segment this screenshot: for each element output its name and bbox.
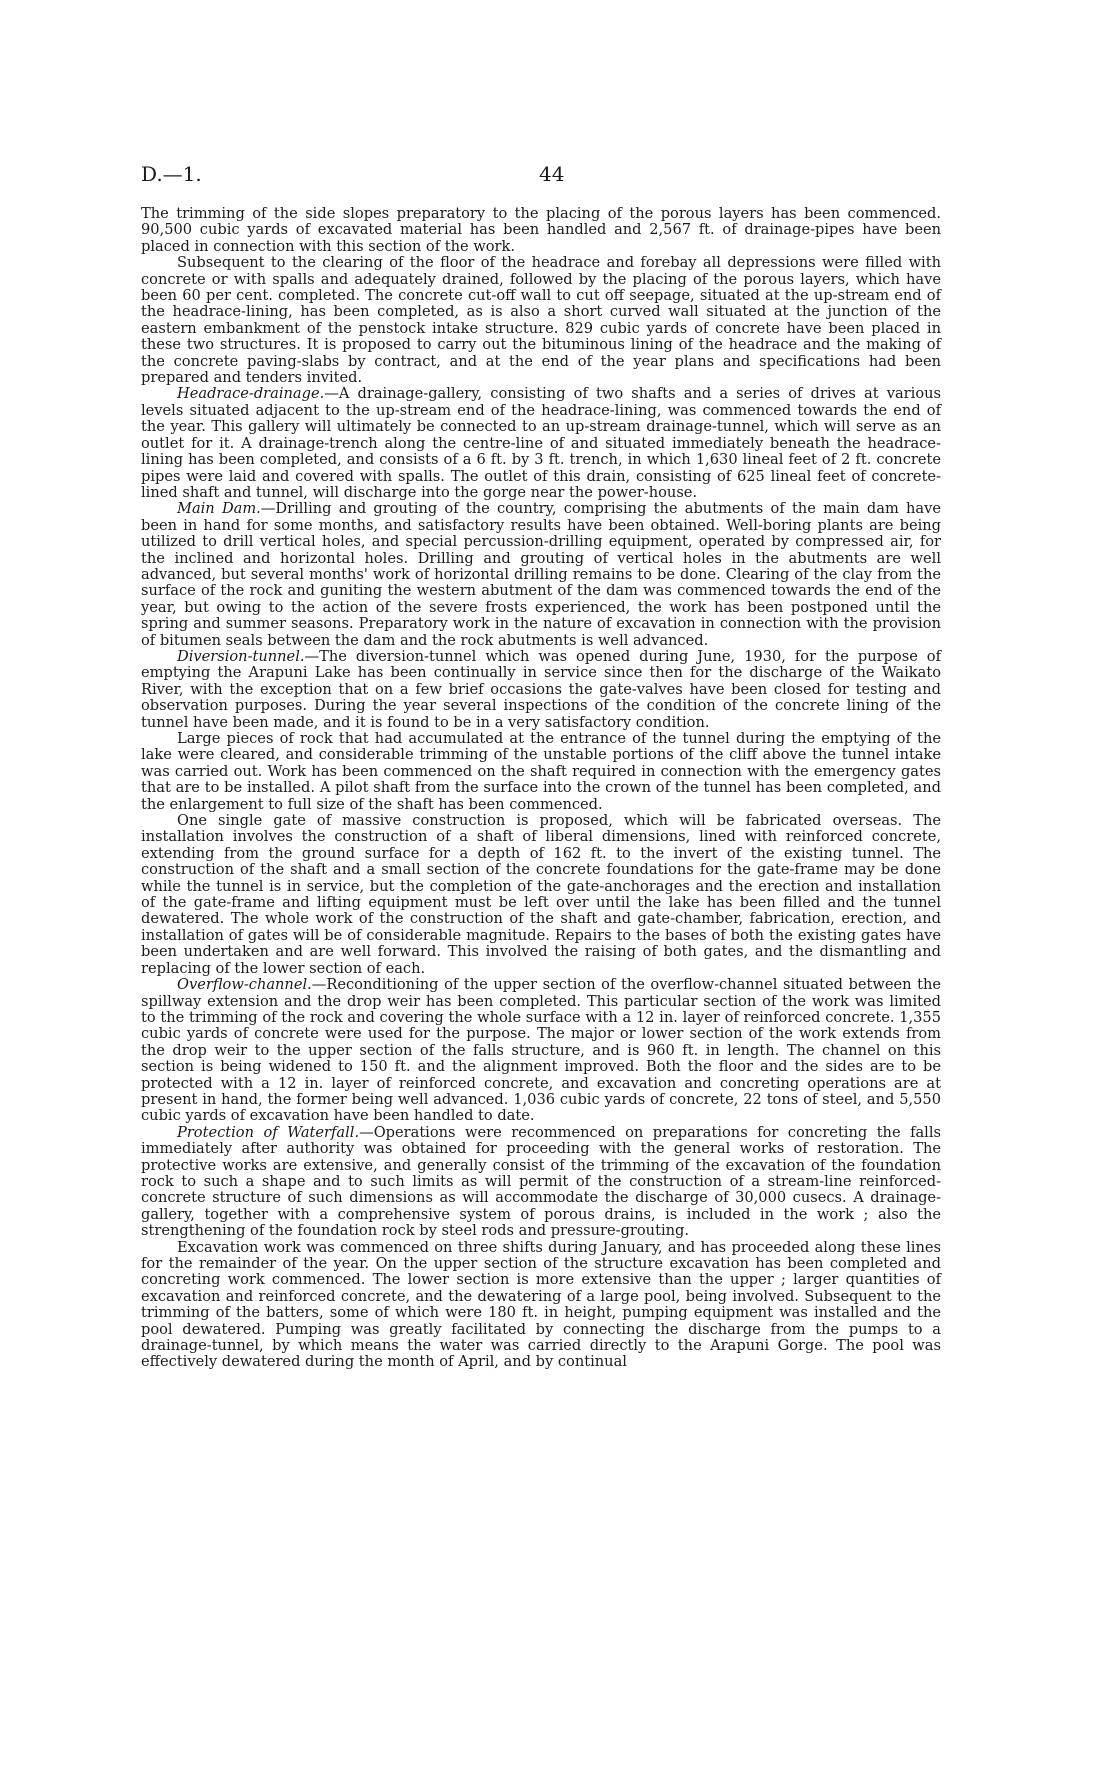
- paragraph-text: —Operations were recommenced on preparations for concreting the falls immediately after authority was obtained for proceeding with the general works of restoration. The protective works are extensive, and generally consist of the trimming of the excavation of the foundation rock to such a shape and to such limits as will permit of the construction of a stream-line reinforced-concrete structure of such dimensions as will accommodate the discharge of 30,000 cusecs. A drainage-gallery, together with a comprehensive system of porous drains, is included in the work ; also the strengthening of the foundation rock by steel rods and pressure-grouting.: [141, 1123, 941, 1240]
- paragraph-text: Excavation work was commenced on three shifts during January, and has proceeded along these lines for the remainder of the year. On the upper section of the structure excavation has been completed and concreting work commenced. The lower section is more extensive than the upper ; larger quantities of excavation and reinforced concrete, and the dewatering of a large pool, being involved. Subsequent to the trimming of the batters, some of which were 180 ft. in height, pumping equipment was installed and the pool dewatered. Pumping was greatly facilitated by connecting the discharge from the pumps to a drainage-tunnel, by which means the water was carried directly to the Arapuni Gorge. The pool was effectively dewatered during the month of April, and by continual: [141, 1238, 941, 1371]
- paragraph-heading: Main Dam.: [177, 500, 261, 518]
- page-number: 44: [539, 162, 565, 186]
- paragraph-heading: Diversion-tunnel.: [177, 647, 305, 665]
- paragraph: [141, 501, 941, 649]
- paragraph: [141, 1240, 941, 1371]
- page-header: [141, 162, 941, 192]
- paragraph-text: Large pieces of rock that had accumulated at the entrance of the tunnel during the emptying of the lake were cleared, and considerable trimming of the unstable portions of the cliff above the tunnel intake was carried out. Work has been commenced on the shaft required in connection with the emergency gates that are to be installed. A pilot shaft from the surface into the crown of the tunnel has been completed, and the enlargement to full size of the shaft has been commenced.: [141, 730, 941, 813]
- paragraph-text: One single gate of massive construction is proposed, which will be fabricated overseas. The installation involves the construction of a shaft of liberal dimensions, lined with reinforced concrete, extending from the ground surface for a depth of 162 ft. to the invert of the existing tunnel. The construction of the shaft and a small section of the concrete foundations for the gate-frame may be done while the tunnel is in service, but the completion of the gate-anchorages and the erection and installation of the gate-frame and lifting equipment must be left over until the lake has been filled and the tunnel dewatered. The whole work of the construction of the shaft and gate-chamber, fabrication, erection, and installation of gates will be of considerable magnitude. Repairs to the bases of both the existing gates have been undertaken and are well forward. This involved the raising of both gates, and the dismantling and replacing of the lower section of each.: [141, 812, 941, 977]
- paragraph-text: —Drilling and grouting of the country, comprising the abutments of the main dam have been in hand for some months, and satisfactory results have been obtained. Well-boring plants are being utilized to drill vertical holes, and special percussion-drilling equipment, operated by compressed air, for the inclined and horizontal holes. Drilling and grouting of vertical holes in the abutments are well advanced, but several months' work of horizontal drilling remains to be done. Clearing of the clay from the surface of the rock and guniting the western abutment of the dam was commenced towards the end of the year, but owing to the action of the severe frosts experienced, the work has been postponed until the spring and summer seasons. Preparatory work in the nature of excavation in connection with the provision of bitumen seals between the dam and the rock abutments is well advanced.: [141, 500, 941, 649]
- paragraph: [141, 386, 941, 501]
- paragraph: [141, 977, 941, 1125]
- paragraph-text: —Reconditioning of the upper section of the overflow-channel situated between the spillway extension and the drop weir has been completed. This particular section of the work was limited to the trimming of the rock and covering the whole surface with a 12 in. layer of reinforced concrete. 1,355 cubic yards of concrete were used for the purpose. The major or lower section of the work extends from the drop weir to the upper section of the falls structure, and is 960 ft. in length. The channel on this section is being widened to 150 ft. and the alignment improved. Both the floor and the sides are to be protected with a 12 in. layer of reinforced concrete, and excavation and concreting operations are at present in hand, the former being well advanced. 1,036 cubic yards of concrete, 22 tons of steel, and 5,550 cubic yards of excavation have been handled to date.: [141, 976, 941, 1125]
- paragraph-text: The trimming of the side slopes preparatory to the placing of the porous layers has been commenced. 90,500 cubic yards of excavated material has been handled and 2,567 ft. of drainage-pipes have been placed in connection with this section of the work.: [141, 205, 941, 255]
- paragraph-text: —A drainage-gallery, consisting of two shafts and a series of drives at various levels situated adjacent to the up-stream end of the headrace-lining, was commenced towards the end of the year. This gallery will ultimately be connected to an up-stream drainage-tunnel, which will serve as an outlet for it. A drainage-trench along the centre-line of and situated immediately beneath the headrace-lining has been completed, and consists of a 6 ft. by 3 ft. trench, in which 1,630 lineal feet of 2 ft. concrete pipes were laid and covered with spalls. The outlet of this drain, consisting of 625 lineal feet of concrete-lined shaft and tunnel, will discharge into the gorge near the power-house.: [141, 385, 941, 501]
- paragraph: [141, 813, 941, 977]
- document-reference: D.—1.: [141, 162, 202, 186]
- paragraph-heading: Protection of Waterfall.: [177, 1123, 360, 1141]
- paragraph-heading: Overflow-channel.: [177, 976, 312, 994]
- paragraph: [141, 1125, 941, 1240]
- body-text: [141, 206, 941, 1371]
- paragraph: [141, 649, 941, 731]
- paragraph-text: Subsequent to the clearing of the floor of the headrace and forebay all depressions were filled with concrete or with spalls and adequately drained, followed by the placing of the porous layers, which have been 60 per cent. completed. The concrete cut-off wall to cut off seepage, situated at the up-stream end of the headrace-lining, has been completed, as is also a short curved wall situated at the junction of the eastern embankment of the penstock intake structure. 829 cubic yards of concrete have been placed in these two structures. It is proposed to carry out the bituminous lining of the headrace and the making of the concrete paving-slabs by contract, and at the end of the year plans and specifications had been prepared and tenders invited.: [141, 254, 941, 387]
- paragraph: [141, 255, 941, 386]
- paragraph-heading: Headrace-drainage.: [177, 385, 325, 403]
- paragraph: [141, 731, 941, 813]
- paragraph-text: —The diversion-tunnel which was opened during June, 1930, for the purpose of emptying the Arapuni Lake has been continually in service since then for the discharge of the Waikato River, with the exception that on a few brief occasions the gate-valves have been closed for testing and observation purposes. During the year several inspections of the condition of the concrete lining of the tunnel have been made, and it is found to be in a very satisfactory condition.: [141, 647, 941, 731]
- paragraph: [141, 206, 941, 255]
